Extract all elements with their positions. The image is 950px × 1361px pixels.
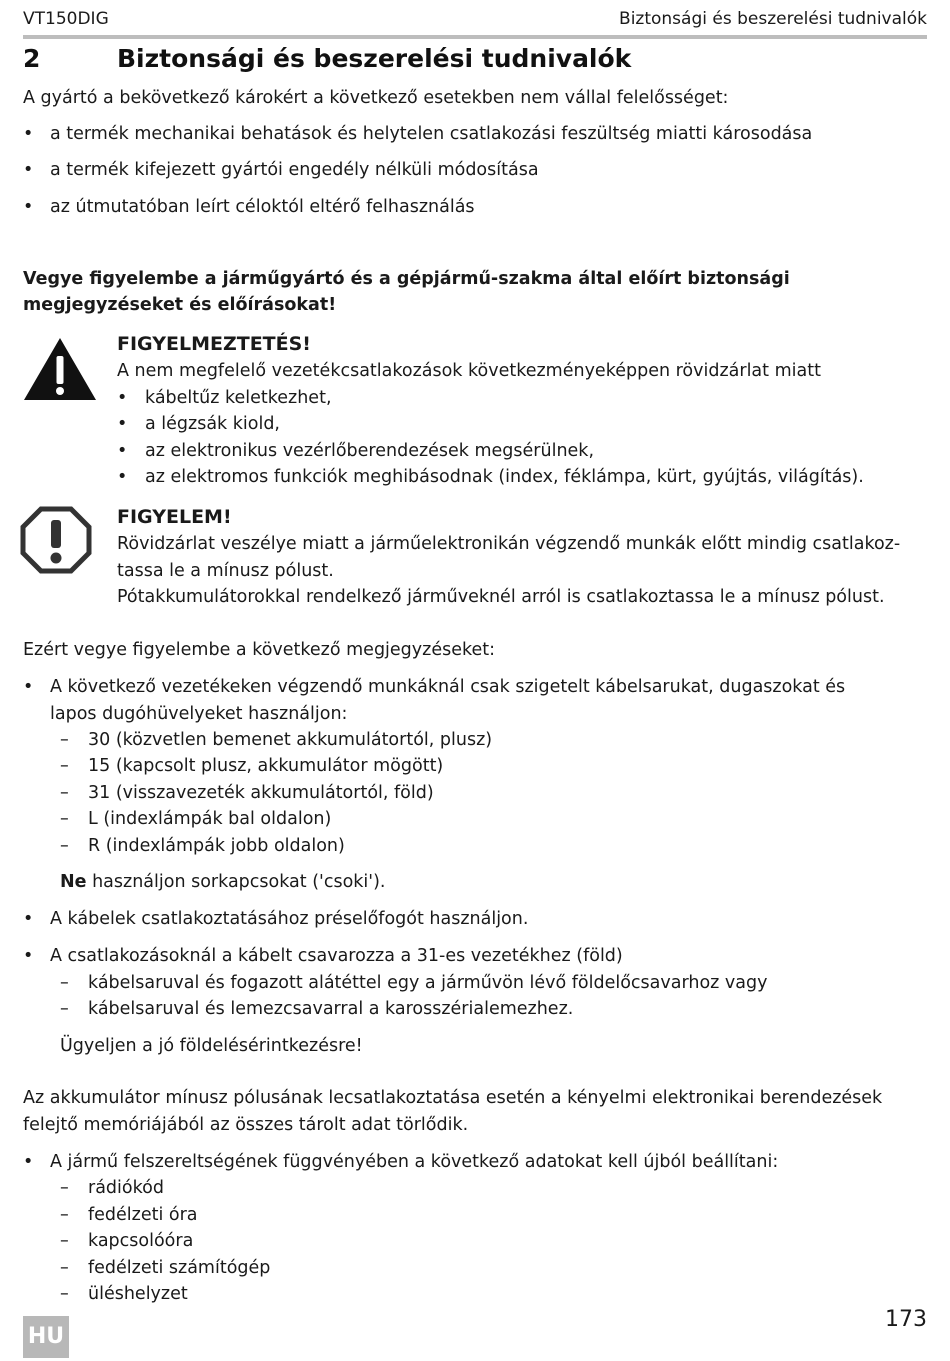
dash-symbol: – (60, 999, 69, 1019)
attention-line: tassa le a mínusz pólust. (117, 561, 334, 581)
note-line: A kábelek csatlakoztatásához préselőfogót használjon. (50, 909, 529, 929)
dash-symbol: – (60, 809, 69, 829)
note-line: lapos dugóhüvelyeket használjon: (50, 704, 348, 724)
liability-item: az útmutatóban leírt céloktól eltérő felhasználás (50, 197, 475, 217)
warning-title: FIGYELMEZTETÉS! (117, 333, 311, 355)
bullet-symbol: • (23, 946, 34, 966)
liability-item: a termék kifejezett gyártói engedély nélküli módosítása (50, 160, 539, 180)
warning-text: A nem megfelelő vezetékcsatlakozások következményeképpen rövidzárlat miatt (117, 361, 821, 381)
running-header (23, 9, 927, 31)
wire-item: R (indexlámpák jobb oldalon) (88, 836, 345, 856)
reset-item: kapcsolóóra (88, 1231, 194, 1251)
note-after: Ügyeljen a jó földelésérintkezésre! (60, 1036, 363, 1056)
section-title: Biztonsági és beszerelési tudnivalók (117, 44, 632, 73)
dash-symbol: – (60, 973, 69, 993)
liability-item: a termék mechanikai behatások és helytelen csatlakozási feszültség miatti károsodása (50, 124, 813, 144)
dash-symbol: – (60, 756, 69, 776)
bullet-symbol: • (23, 197, 34, 217)
note-after-bold: Ne (60, 872, 87, 892)
safety-notice-line: megjegyzéseket és előírásokat! (23, 295, 337, 315)
bullet-symbol: • (23, 909, 34, 929)
ground-item: kábelsaruval és fogazott alátéttel egy a járművön lévő földelőcsavarhoz vagy (88, 973, 768, 993)
notes-intro: Ezért vegye figyelembe a következő megjegyzéseket: (23, 640, 496, 660)
attention-line: Pótakkumulátorokkal rendelkező járműveknél arról is csatlakoztassa le a mínusz pólust. (117, 587, 885, 607)
header-model: VT150DIG (23, 9, 109, 29)
bullet-symbol: • (117, 441, 128, 461)
intro-text: A gyártó a bekövetkező károkért a következő esetekben nem vállal felelősséget: (23, 88, 729, 108)
dash-symbol: – (60, 1205, 69, 1225)
dash-symbol: – (60, 1284, 69, 1304)
section-number: 2 (23, 44, 41, 73)
attention-octagon-icon (20, 506, 92, 574)
warning-item: kábeltűz keletkezhet, (145, 388, 332, 408)
dash-symbol: – (60, 1258, 69, 1278)
reset-item: fedélzeti óra (88, 1205, 198, 1225)
reset-item: fedélzeti számítógép (88, 1258, 271, 1278)
bullet-symbol: • (23, 160, 34, 180)
page-number: 173 (885, 1307, 927, 1332)
dash-symbol: – (60, 1178, 69, 1198)
bullet-symbol: • (117, 467, 128, 487)
memory-line: felejtő memóriájából az összes tárolt adat törlődik. (23, 1115, 469, 1135)
warning-triangle-icon (22, 336, 98, 402)
wire-item: 15 (kapcsolt plusz, akkumulátor mögött) (88, 756, 444, 776)
safety-notice-line: Vegye figyelembe a járműgyártó és a gépjármű-szakma által előírt biztonsági (23, 269, 790, 289)
header-chapter: Biztonsági és beszerelési tudnivalók (619, 9, 927, 29)
warning-item: a légzsák kiold, (145, 414, 280, 434)
bullet-symbol: • (117, 388, 128, 408)
note-after-text: használjon sorkapcsokat ('csoki'). (86, 872, 386, 892)
ground-item: kábelsaruval és lemezcsavarral a karosszérialemezhez. (88, 999, 574, 1019)
dash-symbol: – (60, 783, 69, 803)
wire-item: 30 (közvetlen bemenet akkumulátortól, plusz) (88, 730, 493, 750)
bullet-symbol: • (23, 677, 34, 697)
note-line: A következő vezetékeken végzendő munkáknál csak szigetelt kábelsarukat, dugaszokat és (50, 677, 846, 697)
dash-symbol: – (60, 730, 69, 750)
dash-symbol: – (60, 1231, 69, 1251)
language-badge: HU (23, 1316, 69, 1358)
header-divider (23, 35, 927, 39)
reset-item: üléshelyzet (88, 1284, 188, 1304)
attention-line: Rövidzárlat veszélye miatt a járműelektronikán végzendő munkák előtt mindig csatlakoz- (117, 534, 901, 554)
dash-symbol: – (60, 836, 69, 856)
bullet-symbol: • (117, 414, 128, 434)
note-line: A csatlakozásoknál a kábelt csavarozza a 31-es vezetékhez (föld) (50, 946, 623, 966)
warning-item: az elektromos funkciók meghibásodnak (index, féklámpa, kürt, gyújtás, világítás). (145, 467, 864, 487)
bullet-symbol: • (23, 124, 34, 144)
wire-item: L (indexlámpák bal oldalon) (88, 809, 332, 829)
wire-item: 31 (visszavezeték akkumulátortól, föld) (88, 783, 434, 803)
note-line: A jármű felszereltségének függvényében a következő adatokat kell újból beállítani: (50, 1152, 779, 1172)
memory-line: Az akkumulátor mínusz pólusának lecsatlakoztatása esetén a kényelmi elektronikai berendezések (23, 1088, 883, 1108)
warning-item: az elektronikus vezérlőberendezések megsérülnek, (145, 441, 595, 461)
bullet-symbol: • (23, 1152, 34, 1172)
note-after (60, 869, 385, 895)
reset-item: rádiókód (88, 1178, 164, 1198)
attention-title: FIGYELEM! (117, 506, 232, 528)
